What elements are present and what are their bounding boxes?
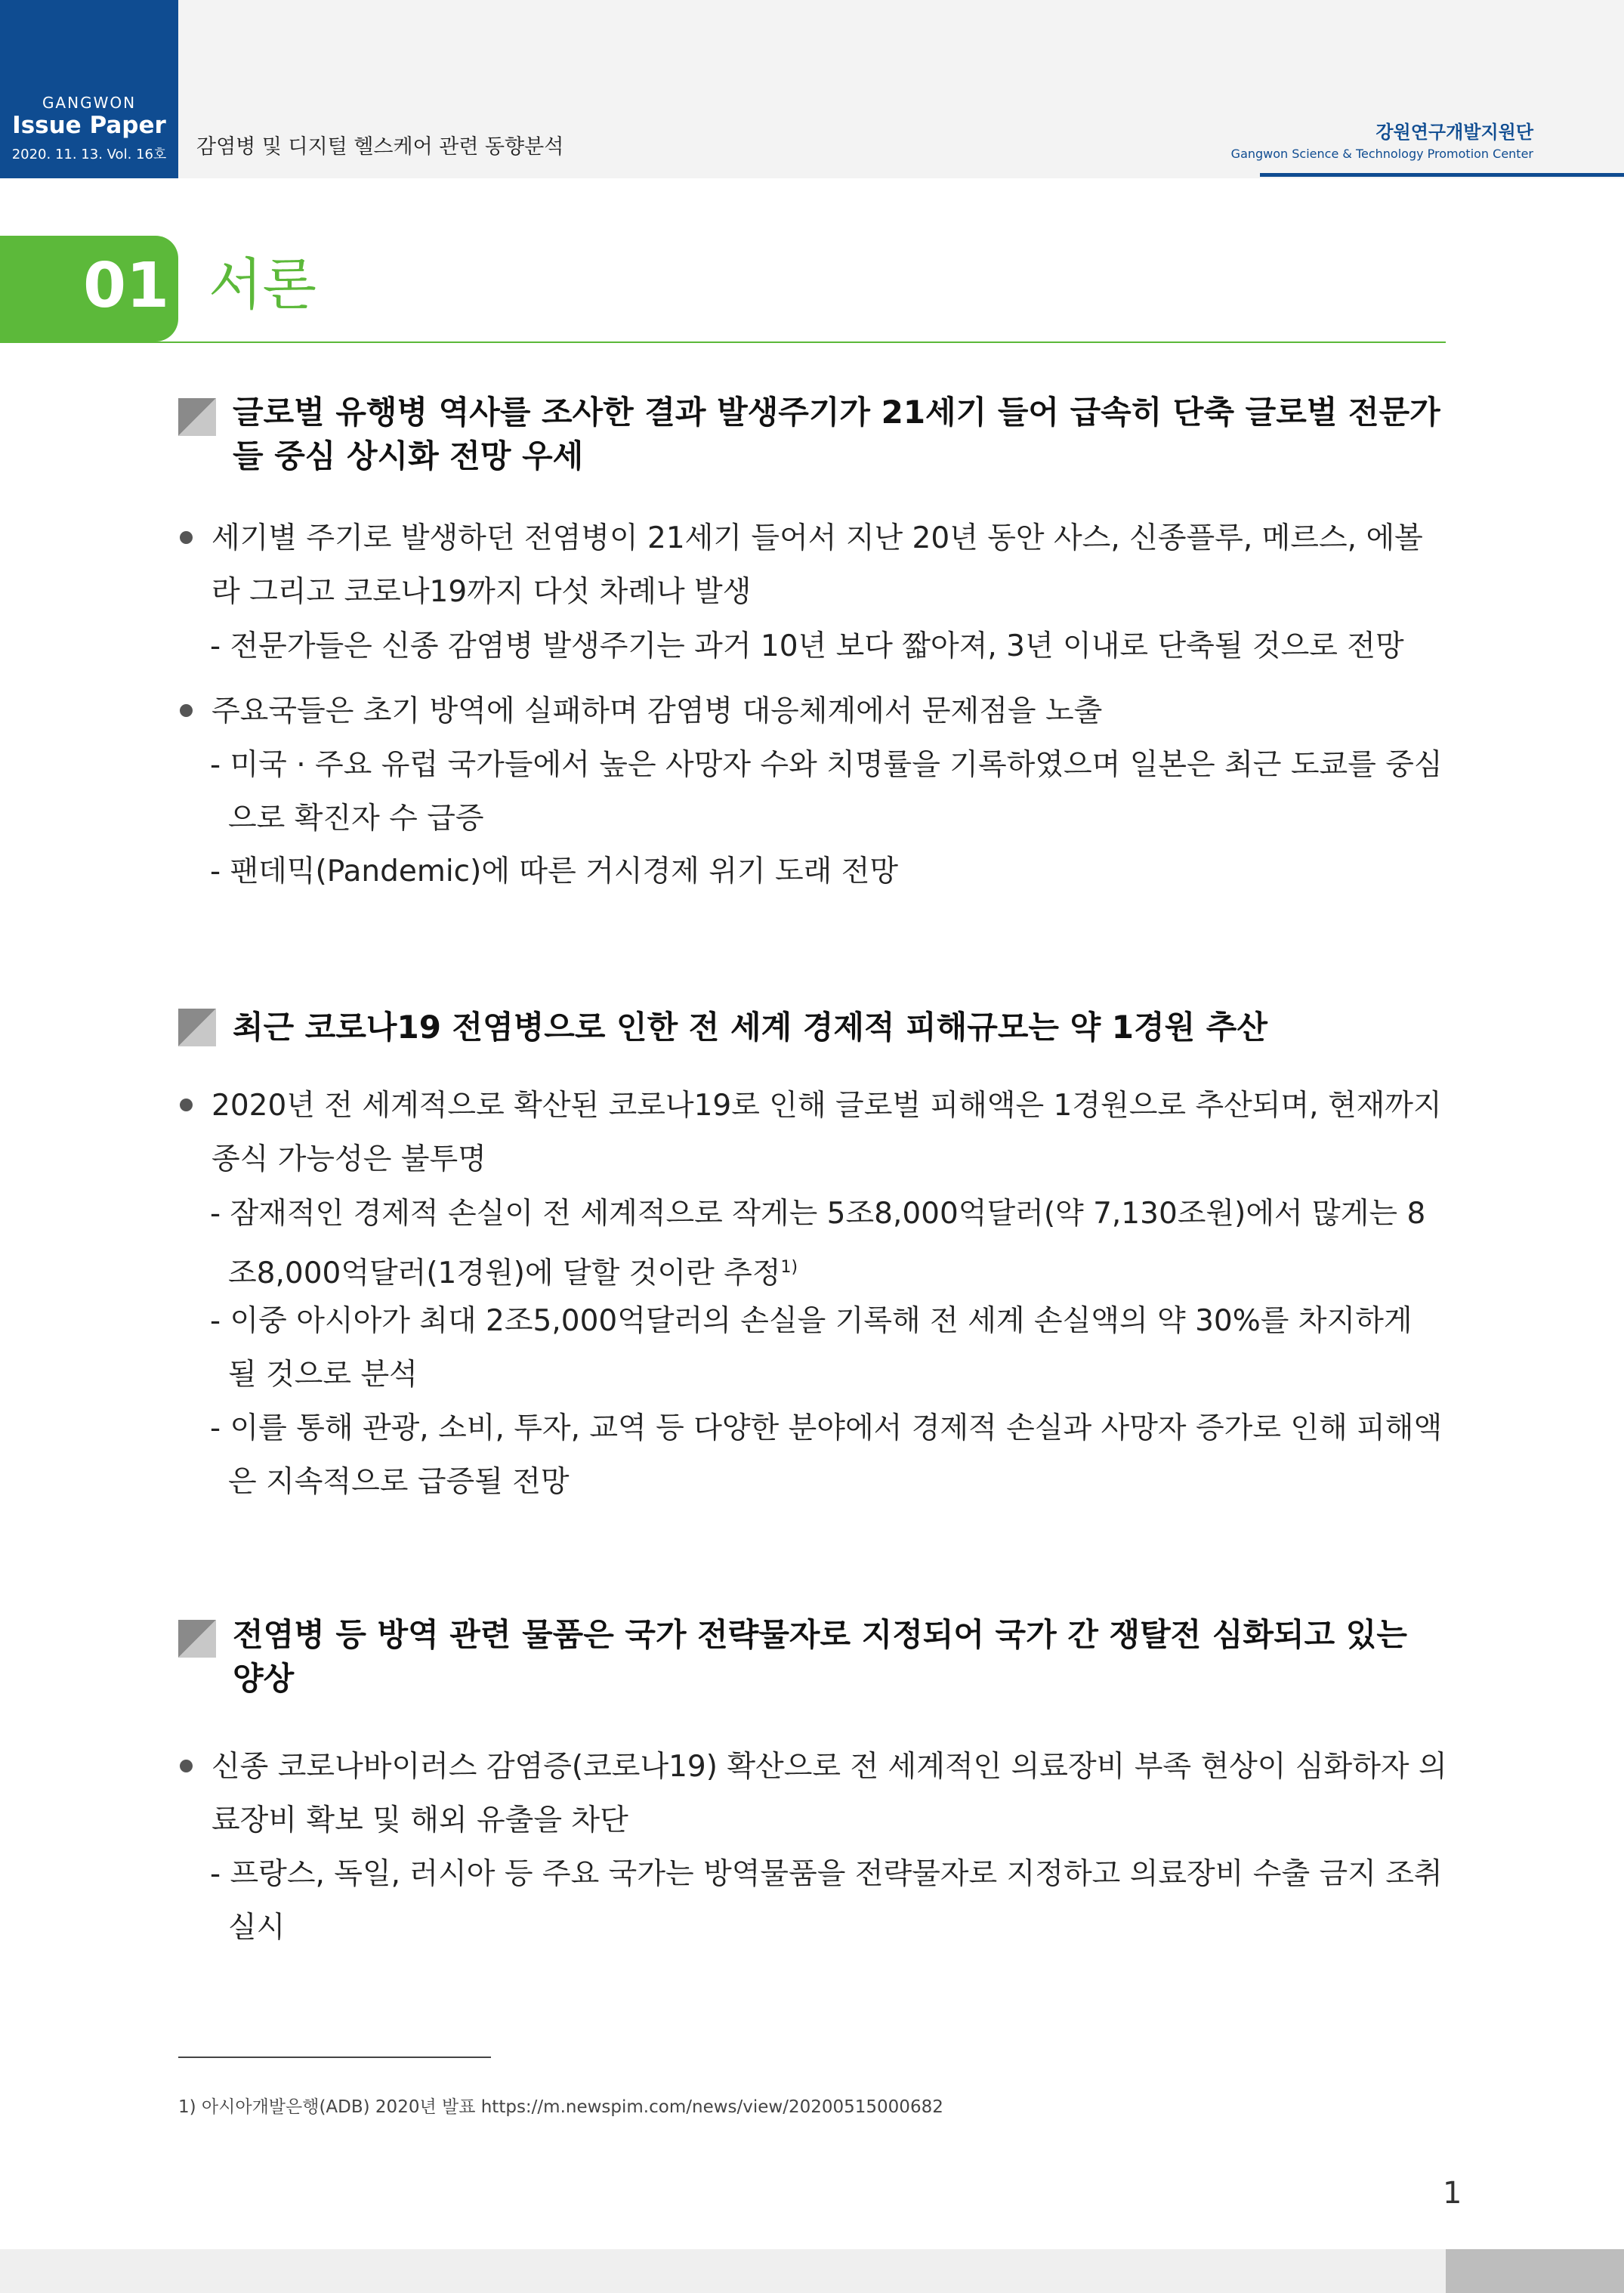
section-number: 01 (83, 250, 170, 322)
sub-item: - 전문가들은 신종 감염병 발생주기는 과거 10년 보다 짧아져, 3년 이내로 단축될 것으로 전망 (210, 629, 1404, 663)
square-bullet-icon (178, 1620, 216, 1658)
bullet-text: 2020년 전 세계적으로 확산된 코로나19로 인해 글로벌 피해액은 1경원으로 추산되며, 현재까지 종식 가능성은 불투명 (211, 1089, 1442, 1176)
header-divider (1260, 173, 1624, 177)
bullet-dot-icon (180, 531, 193, 544)
block-heading: 전염병 등 방역 관련 물품은 국가 전략물자로 지정되어 국가 간 쟁탈전 심화되고 있는 양상 (233, 1616, 1407, 1697)
issue-date: 2020. 11. 13. Vol. 16호 (11, 147, 167, 162)
section-divider (0, 341, 1446, 343)
page-header (0, 0, 1624, 178)
footnote-reference: 1) (780, 1258, 798, 1277)
page-number: 1 (1443, 2176, 1462, 2211)
brand-title: Issue Paper (12, 112, 166, 139)
sub-item-text: - 잠재적인 경제적 손실이 전 세계적으로 작게는 5조8,000억달러(약 7,130조원)에서 많게는 8조8,000억달러(1경원)에 달할 것이란 추정 (210, 1197, 1426, 1290)
sub-item: - 프랑스, 독일, 러시아 등 주요 국가는 방역물품을 전략물자로 지정하고 의료장비 수출 금지 조취 실시 (210, 1857, 1443, 1945)
footer-accent (1446, 2249, 1624, 2293)
bullet-dot-icon (180, 704, 193, 717)
org-name-korean: 강원연구개발지원단 (1375, 122, 1533, 143)
sub-item: - 이를 통해 관광, 소비, 투자, 교역 등 다양한 분야에서 경제적 손실과 사망자 증가로 인해 피해액은 지속적으로 급증될 전망 (210, 1411, 1443, 1499)
brand-logo (0, 0, 178, 178)
org-name-english: Gangwon Science & Technology Promotion Center (1230, 147, 1533, 161)
sub-item: - 이중 아시아가 최대 2조5,000억달러의 손실을 기록해 전 세계 손실액의 약 30%를 차지하게 될 것으로 분석 (210, 1304, 1413, 1392)
block-heading: 글로벌 유행병 역사를 조사한 결과 발생주기가 21세기 들어 급속히 단축 글로벌 전문가들 중심 상시화 전망 우세 (233, 394, 1440, 474)
square-bullet-icon (178, 398, 216, 436)
bullet-text: 주요국들은 초기 방역에 실패하며 감염병 대응체계에서 문제점을 노출 (211, 694, 1103, 728)
header-title: 감염병 및 디지털 헬스케어 관련 동향분석 (196, 135, 564, 159)
sub-item: - 팬데믹(Pandemic)에 따른 거시경제 위기 도래 전망 (210, 854, 899, 888)
block-heading: 최근 코로나19 전염병으로 인한 전 세계 경제적 피해규모는 약 1경원 추산 (233, 1009, 1267, 1046)
bullet-text: 세기별 주기로 발생하던 전염병이 21세기 들어서 지난 20년 동안 사스, 신종플루, 메르스, 에볼라 그리고 코로나19까지 다섯 차례나 발생 (211, 521, 1423, 609)
section-title: 서론 (208, 252, 316, 317)
sub-item: - 미국 · 주요 유럽 국가들에서 높은 사망자 수와 치명률을 기록하였으며 일본은 최근 도쿄를 중심으로 확진자 수 급증 (210, 748, 1443, 836)
footnote-divider (178, 2057, 491, 2058)
brand-region: GANGWON (42, 94, 137, 112)
bullet-text: 신종 코로나바이러스 감염증(코로나19) 확산으로 전 세계적인 의료장비 부족 현상이 심화하자 의료장비 확보 및 해외 유출을 차단 (211, 1750, 1447, 1837)
square-bullet-icon (178, 1009, 216, 1046)
bullet-dot-icon (180, 1099, 193, 1111)
bullet-dot-icon (180, 1760, 193, 1772)
footer-bar (0, 2249, 1624, 2293)
footnote: 1) 아시아개발은행(ADB) 2020년 발표 https://m.newspim.com/news/view/20200515000682 (178, 2097, 943, 2117)
sub-item (210, 1187, 1449, 1300)
